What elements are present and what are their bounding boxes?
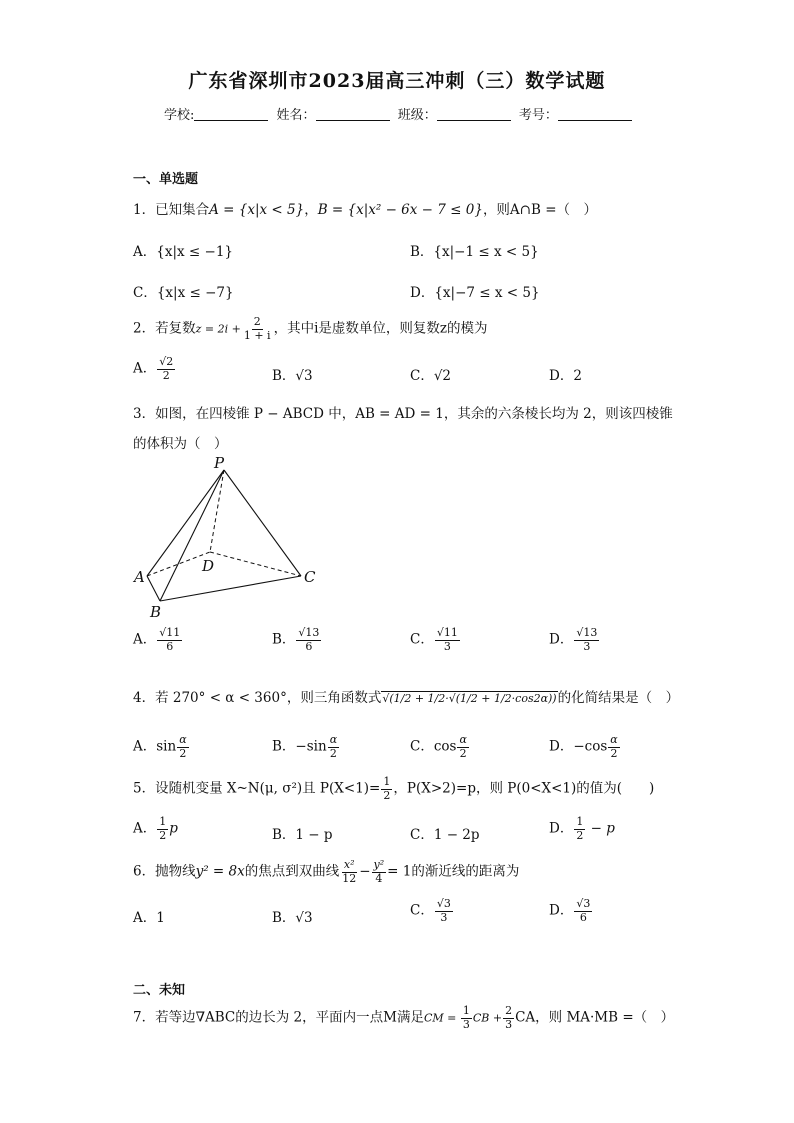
q3-option-c — [410, 627, 461, 653]
q4-option-c — [410, 734, 470, 760]
q4-c-frac — [457, 734, 468, 760]
q5-a-tail: p — [169, 820, 178, 837]
student-info — [164, 104, 636, 123]
vertex-label-d: D — [202, 557, 215, 575]
q7-vec: CM = — [423, 1011, 460, 1025]
q3-b-num: √13 — [298, 626, 320, 639]
q3-a-num: √11 — [159, 626, 181, 639]
q4-d-label: D．−cos — [549, 738, 608, 755]
q2-expr: z = 2i + — [195, 322, 241, 336]
q1-stem-a: 1．已知集合 — [133, 202, 210, 218]
q6-stem-a: 6．抛物线 — [133, 863, 196, 880]
name-label: 姓名： — [276, 108, 316, 123]
q3-stem-line1: 3．如图，在四棱锥 P − ABCD 中，AB = AD = 1，其余的六条棱长均为 2，则该四棱锥 — [133, 406, 673, 422]
q2-option-a-frac — [157, 356, 175, 382]
q3-option-d — [549, 627, 600, 653]
q6-c-frac — [435, 898, 453, 924]
q1-option-c: C．{x|x ≤ −7} — [133, 285, 234, 301]
name-blank — [316, 107, 390, 121]
q2-option-a-label: A． — [133, 360, 157, 377]
q5-stem-b: ，P(X>2)=p，则 P(0<X<1)的值为( ) — [393, 780, 655, 797]
question-5 — [133, 776, 654, 802]
q4-stem-b: 的化简结果是（ ） — [557, 690, 680, 706]
q6-option-a: A．1 — [133, 910, 165, 926]
vertex-label-c: C — [304, 568, 316, 586]
number-label: 考号： — [518, 108, 558, 123]
q4-c-label: C．cos — [410, 738, 457, 755]
school-blank — [194, 107, 268, 121]
edge-pb — [160, 470, 224, 601]
q1-stem-b: ，则A∩B =（ ） — [482, 202, 598, 218]
q7-c1-den: 3 — [462, 1017, 470, 1031]
q7-coef-1 — [461, 1005, 472, 1031]
q6-minus: − — [359, 863, 371, 880]
q4-c-num: α — [459, 733, 467, 746]
q2-option-d: D．2 — [549, 368, 582, 384]
q7-c1-num: 1 — [462, 1004, 470, 1017]
q5-d-label: D． — [549, 820, 574, 837]
vertex-label-b: B — [150, 603, 162, 621]
q6-hyper-x — [340, 859, 358, 885]
q3-c-num: √11 — [436, 626, 458, 639]
q5-option-b: B．1 − p — [272, 827, 333, 843]
q3-option-b — [272, 627, 322, 653]
q2-frac-num: 2 — [253, 315, 261, 328]
q4-d-den: 2 — [610, 746, 618, 760]
q6-c-num: √3 — [436, 897, 451, 910]
q5-stem-a: 5．设随机变量 X~N(μ, σ²)且 P(X<1)= — [133, 780, 381, 797]
q4-c-den: 2 — [459, 746, 467, 760]
q2-option-b: B．√3 — [272, 368, 313, 384]
q5-d-num: 1 — [576, 815, 584, 828]
q4-b-frac — [328, 734, 339, 760]
q2-option-a — [133, 356, 176, 382]
q4-b-den: 2 — [329, 746, 337, 760]
q1-set-b: B = {x|x² − 6x − 7 ≤ 0} — [317, 202, 483, 218]
q5-option-d — [549, 816, 615, 842]
q4-expr: √(1/2 + 1/2·√(1/2 + 1/2·cos2α)) — [382, 692, 557, 705]
q4-a-num: α — [179, 733, 187, 746]
q1-set-a: A = {x|x < 5} — [209, 202, 305, 218]
q7-c2-den: 3 — [505, 1017, 513, 1031]
q6-c-label: C． — [410, 902, 434, 919]
q7-mid: CB + — [472, 1011, 503, 1025]
q2-a-num: √2 — [159, 355, 174, 368]
edge-bc — [160, 576, 301, 601]
q3-d-num: √13 — [576, 626, 598, 639]
q5-a-frac — [157, 816, 168, 842]
q3-c-frac — [435, 627, 460, 653]
q3-d-den: 3 — [583, 639, 591, 653]
q6-h2-den: 4 — [375, 871, 383, 885]
q4-d-num: α — [610, 733, 618, 746]
q5-d-tail: − p — [586, 820, 615, 837]
q3-d-frac — [574, 627, 599, 653]
question-2 — [133, 316, 488, 342]
q5-d-frac — [574, 816, 585, 842]
q2-stem-a: 2．若复数 — [133, 320, 196, 337]
edge-pd-hidden — [210, 470, 224, 552]
q6-d-den: 6 — [579, 910, 587, 924]
class-blank — [437, 107, 511, 121]
q6-option-b: B．√3 — [272, 910, 313, 926]
question-6 — [133, 859, 519, 885]
q3-a-frac — [157, 627, 182, 653]
q6-d-frac — [574, 898, 592, 924]
section-heading-2: 二、未知 — [133, 983, 186, 998]
q3-c-label: C． — [410, 631, 434, 648]
q1-option-d: D．{x|−7 ≤ x < 5} — [410, 285, 540, 301]
section-heading-1: 一、单选题 — [133, 172, 199, 187]
q1-sep: ， — [304, 202, 318, 218]
q3-a-label: A． — [133, 631, 157, 648]
q6-d-num: √3 — [576, 897, 591, 910]
q6-stem-b: 的焦点到双曲线 — [244, 863, 340, 880]
q6-h2-num: y² — [373, 858, 385, 871]
q6-c-den: 3 — [440, 910, 448, 924]
q3-b-den: 6 — [305, 639, 313, 653]
q6-d-label: D． — [549, 902, 574, 919]
q5-half-den: 2 — [383, 788, 391, 802]
q2-stem-b: ，其中i是虚数单位，则复数z的模为 — [273, 320, 488, 337]
question-4 — [133, 686, 679, 706]
q3-d-label: D． — [549, 631, 574, 648]
q6-stem-c: = 1的渐近线的距离为 — [387, 863, 520, 880]
q3-a-den: 6 — [166, 639, 174, 653]
q4-a-label: A．sin — [133, 738, 177, 755]
q5-d-den: 2 — [576, 828, 584, 842]
q4-b-label: B．−sin — [272, 738, 327, 755]
q3-b-frac — [296, 627, 321, 653]
question-7 — [133, 1005, 674, 1031]
q7-c2-num: 2 — [505, 1004, 513, 1017]
q6-parabola: y² = 8x — [195, 863, 245, 880]
q2-a-den: 2 — [162, 368, 170, 382]
edge-dc-hidden — [210, 552, 301, 576]
q3-c-den: 3 — [443, 639, 451, 653]
pyramid-figure — [128, 454, 328, 622]
q5-option-c: C．1 − 2p — [410, 827, 480, 843]
q6-option-d — [549, 898, 593, 924]
q4-stem-a: 4．若 270° < α < 360°，则三角函数式 — [133, 690, 382, 706]
school-label: 学校: — [164, 108, 195, 123]
vertex-label-p: P — [214, 454, 225, 472]
q6-h1-den: 12 — [342, 871, 357, 885]
edge-pc — [224, 470, 301, 576]
q4-option-b — [272, 734, 340, 760]
page-title: 广东省深圳市2023届高三冲刺（三）数学试题 — [188, 70, 606, 92]
q3-option-a — [133, 627, 183, 653]
vertex-label-a: A — [134, 568, 145, 586]
q5-half-num: 1 — [383, 775, 391, 788]
q6-h1-num: x² — [343, 858, 355, 871]
q5-a-den: 2 — [159, 828, 167, 842]
q5-a-num: 1 — [159, 815, 167, 828]
number-blank — [558, 107, 632, 121]
q7-stem-b: CA，则 MA·MB =（ ） — [515, 1009, 675, 1026]
edge-ab — [147, 576, 160, 601]
q5-a-label: A． — [133, 820, 157, 837]
q4-b-num: α — [329, 733, 338, 746]
q4-option-a — [133, 734, 190, 760]
q3-b-label: B． — [272, 631, 296, 648]
q5-option-a — [133, 816, 178, 842]
q1-option-a: A．{x|x ≤ −1} — [133, 244, 233, 260]
q2-frac-den: 1 + i — [243, 328, 271, 342]
q4-a-frac — [177, 734, 188, 760]
q4-d-frac — [608, 734, 619, 760]
q1-option-b: B．{x|−1 ≤ x < 5} — [410, 244, 539, 260]
q5-half — [381, 776, 392, 802]
question-1 — [133, 198, 597, 218]
q6-option-c — [410, 898, 454, 924]
q6-hyper-y — [372, 859, 387, 885]
q2-fraction — [242, 316, 273, 342]
class-label: 班级： — [397, 108, 437, 123]
q2-option-c: C．√2 — [410, 368, 452, 384]
q7-stem-a: 7．若等边∇ABC的边长为 2，平面内一点M满足 — [133, 1009, 424, 1026]
q3-stem-line2: 的体积为（ ） — [133, 436, 228, 452]
q4-a-den: 2 — [179, 746, 187, 760]
q7-coef-2 — [503, 1005, 514, 1031]
q4-option-d — [549, 734, 621, 760]
